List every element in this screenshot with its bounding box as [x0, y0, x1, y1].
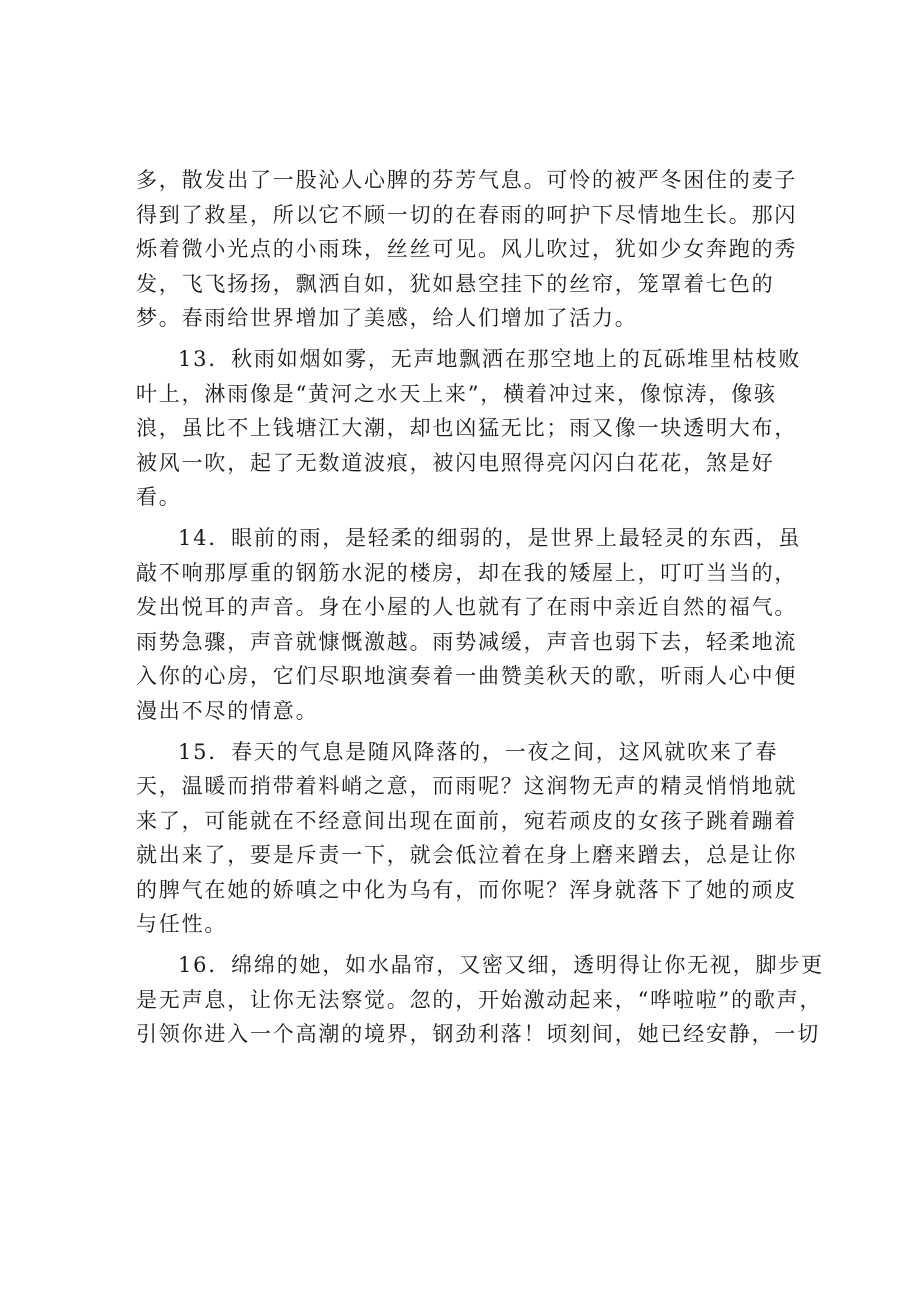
text-line: 梦。春雨给世界增加了美感，给人们增加了活力。 [136, 306, 638, 331]
text-line: 13．秋雨如烟如雾，无声地飘洒在那空地上的瓦砾堆里枯枝败 [178, 346, 802, 371]
text-line: 的脾气在她的娇嗔之中化为乌有，而你呢？浑身就落下了她的顽皮 [136, 877, 798, 902]
text-line: 与任性。 [136, 912, 228, 937]
text-line: 敲不响那厚重的钢筋水泥的楼房，却在我的矮屋上，叮叮当当的， [136, 560, 798, 585]
paragraph-16 [136, 948, 824, 1052]
text-line: 15．春天的气息是随风降落的，一夜之间，这风就吹来了春 [178, 739, 779, 764]
text-line: 漫出不尽的情意。 [136, 698, 319, 723]
text-line: 入你的心房，它们尽职地演奏着一曲赞美秋天的歌，听雨人心中便 [136, 664, 798, 689]
text-line: 引领你进入一个高潮的境界，钢劲利落！顷刻间，她已经安静，一切 [136, 1022, 820, 1047]
text-line: 被风一吹，起了无数道波痕，被闪电照得亮闪闪白花花，煞是好 [136, 450, 775, 475]
text-line: 浪，虽比不上钱塘江大潮，却也凶猛无比；雨又像一块透明大布， [136, 416, 798, 441]
text-line: 是无声息，让你无法察觉。忽的，开始激动起来，“哗啦啦”的歌声， [136, 987, 823, 1012]
text-line: 烁着微小光点的小雨珠，丝丝可见。风儿吹过，犹如少女奔跑的秀 [136, 237, 798, 262]
text-line: 来了，可能就在不经意间出现在面前，宛若顽皮的女孩子跳着蹦着 [136, 808, 798, 833]
text-line: 天，温暖而捎带着料峭之意，而雨呢？这润物无声的精灵悄悄地就 [136, 774, 798, 799]
text-line: 16．绵绵的她，如水晶帘，又密又细，透明得让你无视，脚步更 [178, 953, 824, 978]
paragraph-15 [136, 735, 798, 943]
text-line: 得到了救星，所以它不顾一切的在春雨的呵护下尽情地生长。那闪 [136, 202, 798, 227]
text-line: 14．眼前的雨，是轻柔的细弱的，是世界上最轻灵的东西，虽 [178, 525, 802, 550]
paragraph-14 [136, 521, 802, 729]
text-line: 多，散发出了一股沁人心脾的芬芳气息。可怜的被严冬困住的麦子 [136, 168, 798, 192]
text-line: 就出来了，要是斥责一下，就会低泣着在身上磨来蹭去，总是让你 [136, 843, 798, 868]
text-line: 发出悦耳的声音。身在小屋的人也就有了在雨中亲近自然的福气。 [136, 595, 798, 620]
text-line: 雨势急骤，声音就慷慨激越。雨势减缓，声音也弱下去，轻柔地流 [136, 629, 798, 654]
paragraph-12-continued [136, 163, 798, 336]
text-line: 叶上，淋雨像是“黄河之水天上来”，横着冲过来，像惊涛，像骇 [136, 381, 777, 406]
text-line: 发，飞飞扬扬，飘洒自如，犹如悬空挂下的丝帘，笼罩着七色的 [136, 271, 775, 296]
text-line: 看。 [136, 485, 182, 510]
document-body [136, 163, 824, 1052]
paragraph-13 [136, 342, 802, 515]
